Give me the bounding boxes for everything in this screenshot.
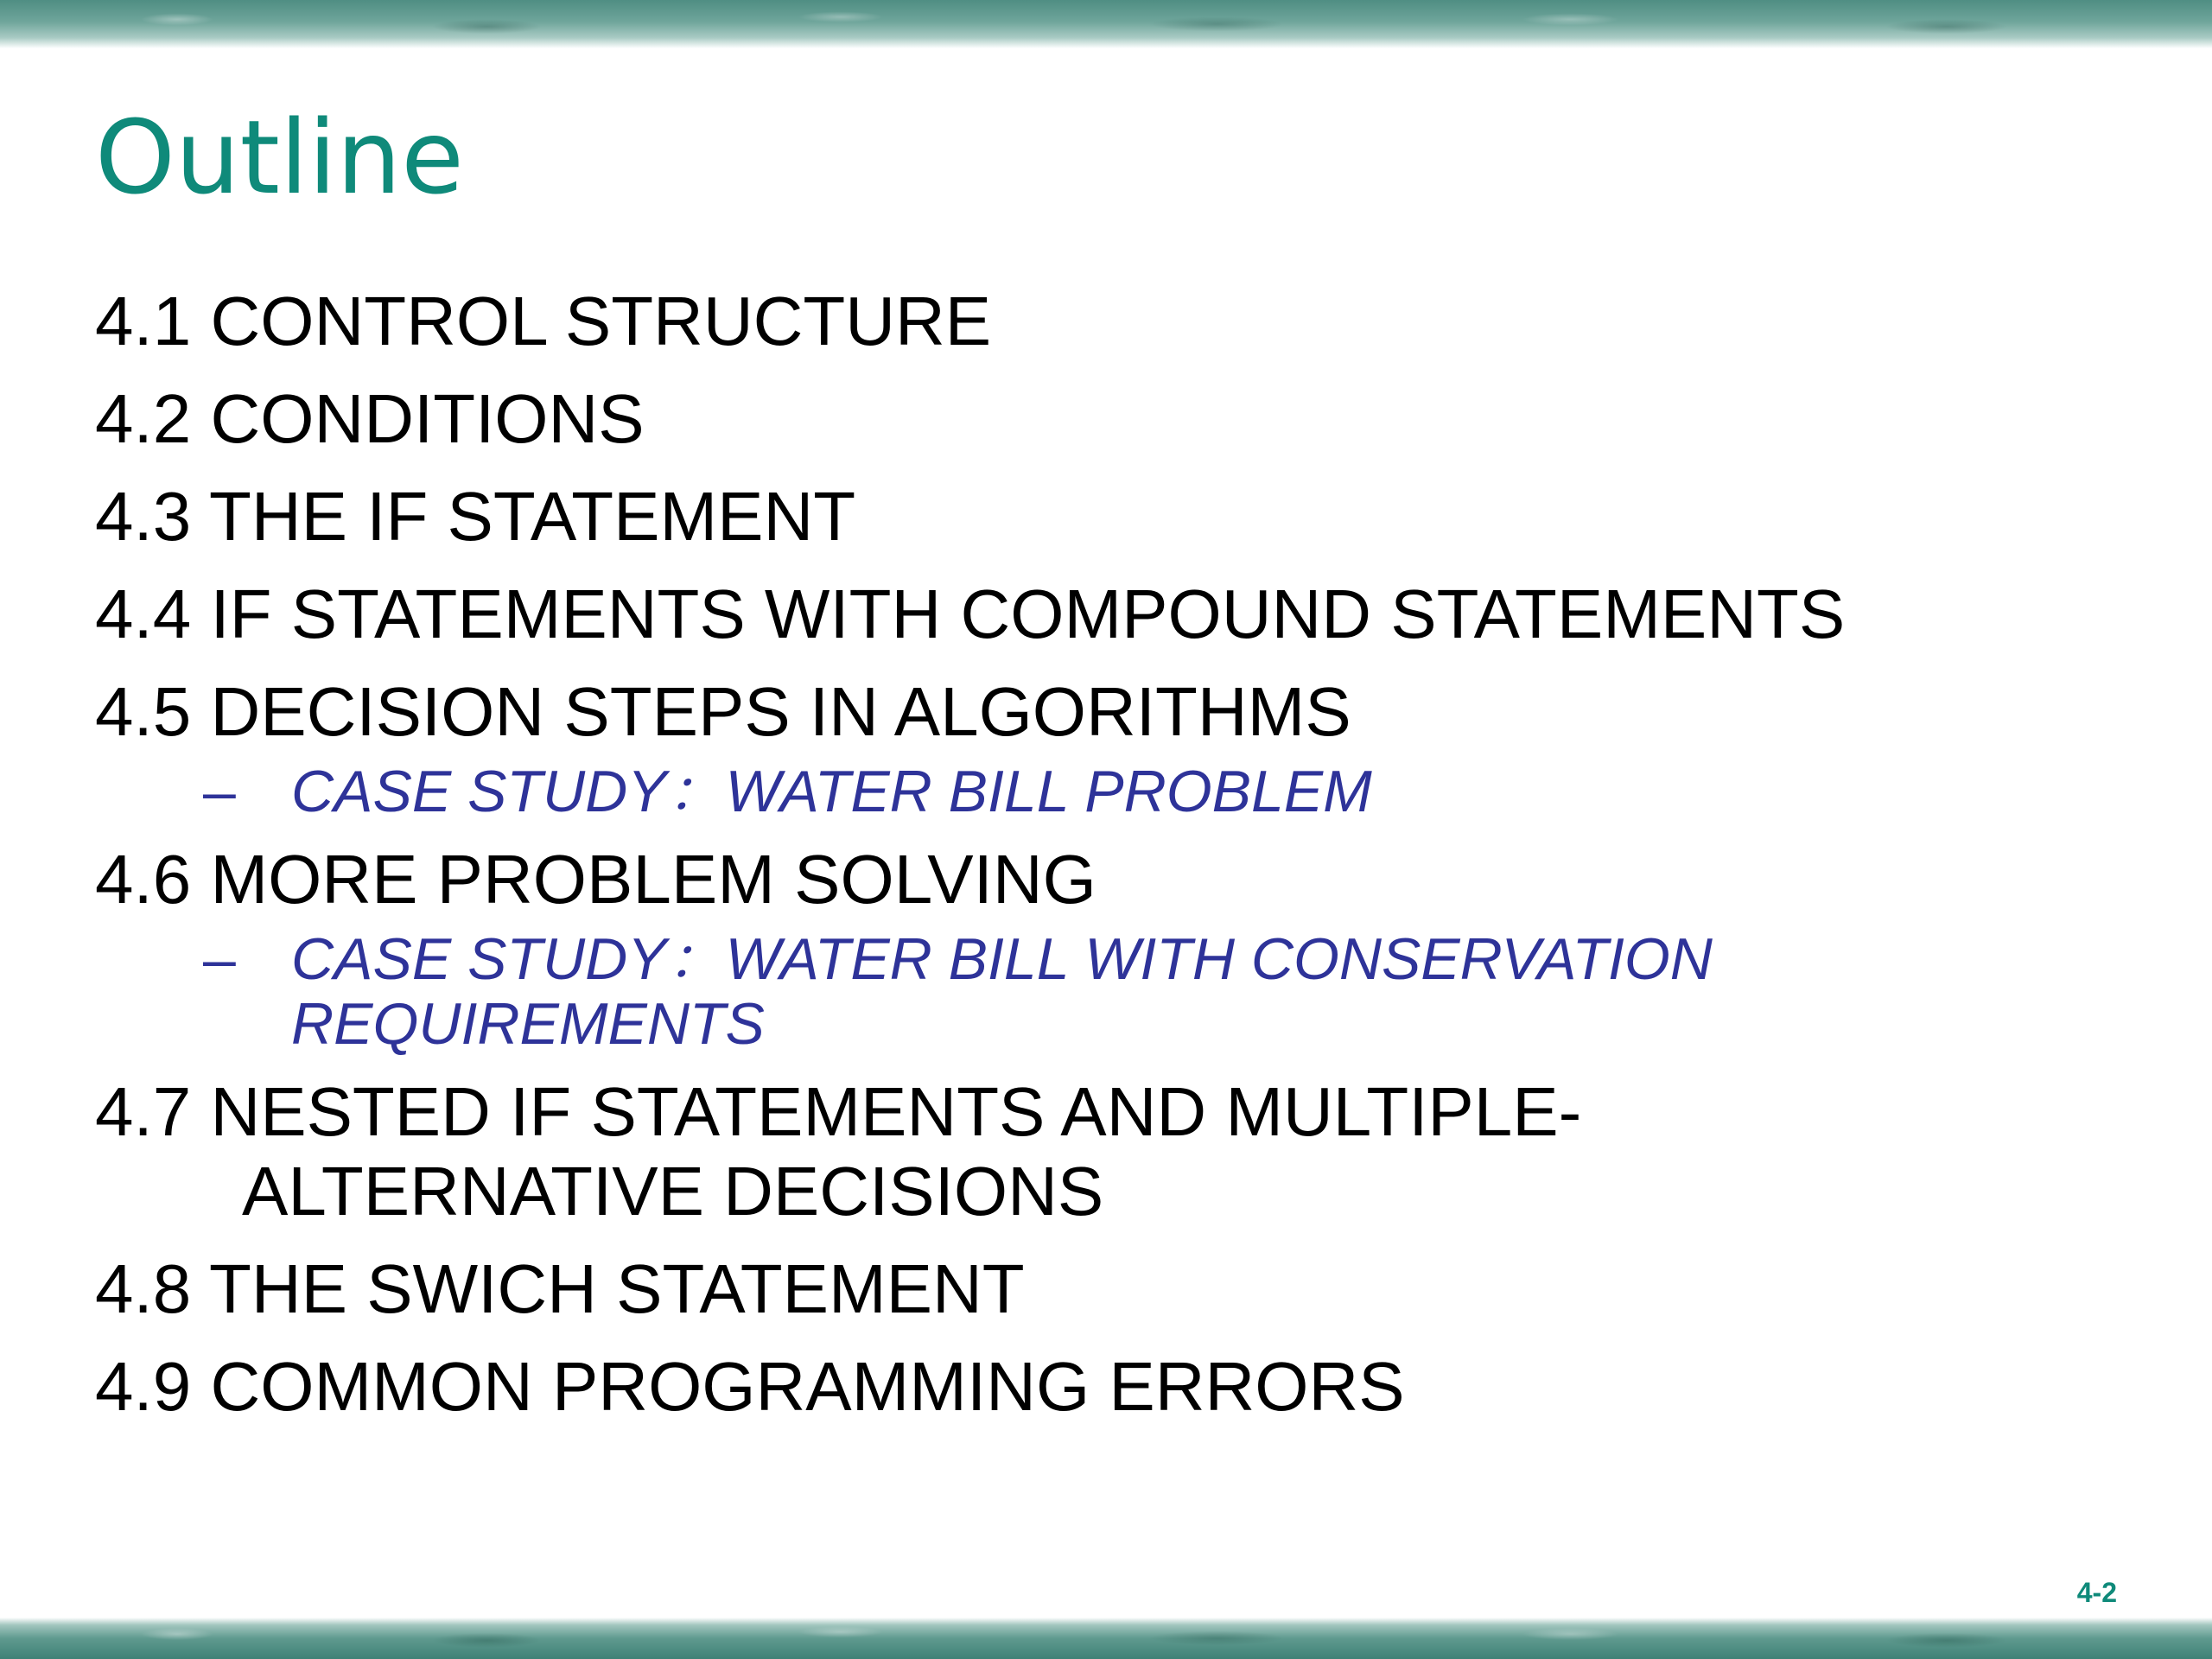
outline-item-4-2: 4.2 CONDITIONS: [95, 380, 645, 457]
slide-title: Outline: [95, 98, 464, 217]
outline-list: [95, 282, 2152, 1445]
bottom-decorative-band: [0, 1618, 2212, 1659]
outline-item-4-3: 4.3 THE IF STATEMENT: [95, 478, 856, 555]
subitem-text: CASE STUDY：WATER BILL WITH CONSERVATION REQUIREMENTS: [291, 926, 1713, 1057]
outline-item-4-8: 4.8 THE SWICH STATEMENT: [95, 1250, 1025, 1327]
outline-item-4-1: 4.1 CONTROL STRUCTURE: [95, 283, 992, 359]
subitem-text: CASE STUDY：WATER BILL PROBLEM: [291, 759, 1372, 824]
outline-item-4-6: 4.6 MORE PROBLEM SOLVING: [95, 841, 1096, 918]
sub-bullet-dash: –: [203, 759, 236, 824]
outline-subitem-water-bill-conservation: [95, 927, 1933, 1057]
outline-item-4-4: 4.4 IF STATEMENTS WITH COMPOUND STATEMENTS: [95, 575, 1846, 652]
top-decorative-band: [0, 0, 2212, 48]
sub-bullet-dash: –: [203, 926, 236, 992]
outline-item-4-5: 4.5 DECISION STEPS IN ALGORITHMS: [95, 673, 1351, 750]
outline-item-4-9: 4.9 COMMON PROGRAMMING ERRORS: [95, 1348, 1405, 1425]
slide-page-number: 4-2: [2076, 1577, 2117, 1608]
outline-subitem-water-bill-problem: [95, 760, 2152, 824]
outline-item-4-7: 4.7 NESTED IF STATEMENTS AND MULTIPLE-ALTERNATIVE DECISIONS: [95, 1073, 1582, 1230]
